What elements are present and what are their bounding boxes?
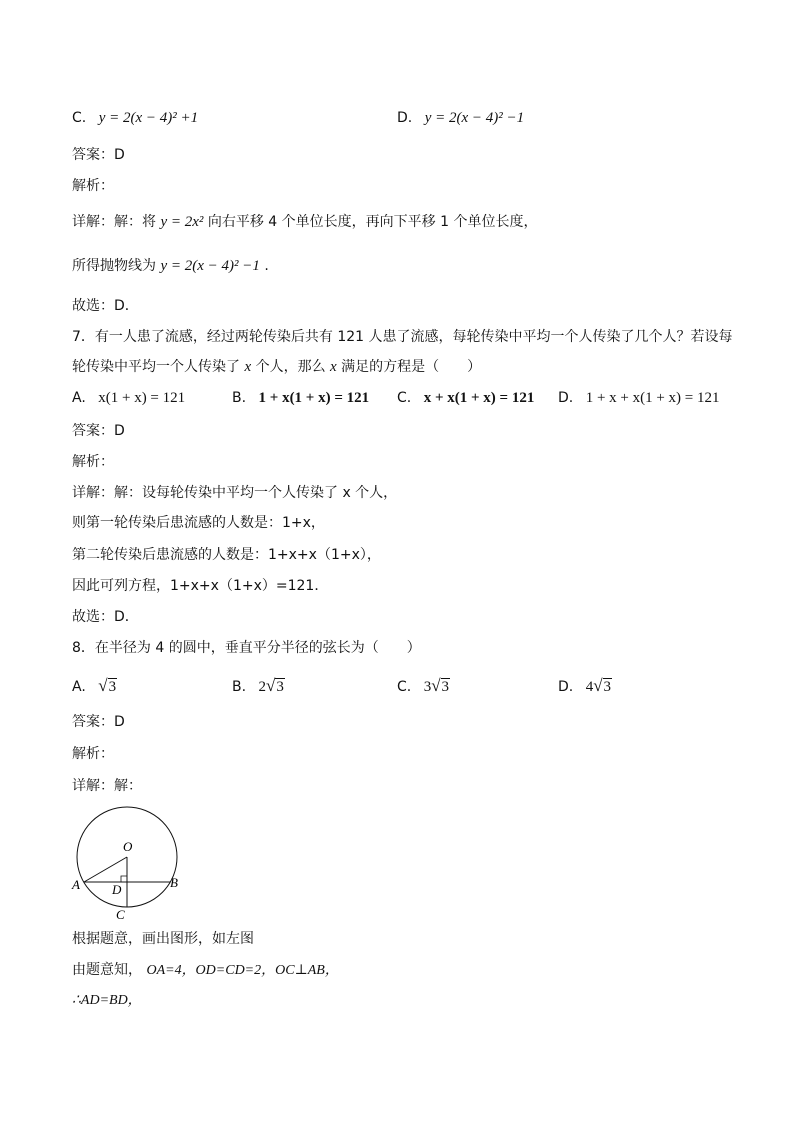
q6-result-suffix: . [264, 258, 269, 274]
q7-choice: 故选：D． [72, 609, 139, 625]
q7-option-a-label: A. [72, 390, 86, 406]
sqrt-icon: √ [593, 676, 603, 695]
q7-option-a-formula: x(1 + x) = 121 [98, 390, 186, 406]
q7-option-b [232, 388, 369, 408]
q7-stem-line2-a: 轮传染中平均一个人传染了 [72, 359, 240, 375]
sqrt-icon: √ [431, 676, 441, 695]
segment-oa [84, 857, 127, 882]
q8-after-2-math: OA=4，OD=CD=2，OC⊥AB， [146, 963, 339, 978]
q8-option-d-value [585, 676, 612, 695]
q6-result-math: y = 2(x − 4)² −1 [160, 258, 260, 274]
q8-option-a-label: A. [72, 679, 86, 695]
q8-detail: 详解：解： [72, 778, 142, 794]
q8-option-d-label: D. [558, 679, 574, 695]
q7-stem-line2-c: 满足的方程是（ ） [341, 359, 482, 375]
q8-circle-figure [70, 805, 186, 925]
q8-option-d-coef: 4 [585, 679, 594, 695]
q8-option-b-coef: 2 [258, 679, 267, 695]
label-c: C [116, 907, 125, 922]
label-d: D [112, 882, 122, 897]
q6-result-prefix: 所得抛物线为 [72, 258, 156, 274]
q6-answer: 答案：D [72, 147, 125, 163]
q8-option-a-radicand: 3 [108, 679, 117, 695]
q8-option-c-label: C. [397, 679, 412, 695]
q7-analysis: 解析： [72, 454, 114, 470]
q8-after-1: 根据题意，画出图形，如左图 [72, 931, 254, 947]
q6-detail-math: y = 2x² [160, 214, 204, 230]
q7-stem-line2-b: 个人，那么 [255, 359, 326, 375]
q8-answer: 答案：D [72, 714, 125, 730]
q8-after-3: ∴AD=BD， [72, 993, 142, 1008]
q7-detail-3: 第二轮传染后患流感的人数是：1+x+x（1+x）， [72, 547, 381, 563]
q8-after-2 [72, 960, 339, 981]
label-o: O [123, 839, 133, 854]
right-angle-mark [121, 876, 127, 882]
q8-option-d [558, 676, 612, 697]
q7-detail-2: 则第一轮传染后患流感的人数是：1+x， [72, 515, 325, 531]
label-b: B [170, 875, 178, 890]
q8-stem: 8．在半径为 4 的圆中，垂直平分半径的弦长为（ ） [72, 640, 421, 656]
q7-option-c [397, 388, 534, 408]
q8-option-c [397, 676, 450, 697]
q8-option-d-radicand: 3 [603, 679, 612, 695]
q7-stem-line2 [72, 357, 481, 377]
q7-option-d-label: D. [558, 390, 574, 406]
q8-analysis: 解析： [72, 746, 114, 762]
q7-option-b-formula: 1 + x(1 + x) = 121 [258, 390, 370, 406]
sqrt-icon: √ [98, 676, 108, 695]
q7-option-a [72, 388, 185, 408]
q7-option-c-formula: x + x(1 + x) = 121 [423, 390, 535, 406]
q6-option-d [397, 108, 524, 128]
q8-option-b-label: B. [232, 679, 247, 695]
q7-answer: 答案：D [72, 423, 125, 439]
q7-option-c-label: C. [397, 390, 412, 406]
q8-option-c-value [423, 676, 450, 695]
q6-detail-suffix: 向右平移 4 个单位长度，再向下平移 1 个单位长度， [207, 214, 538, 230]
q8-option-c-coef: 3 [423, 679, 432, 695]
q8-option-b-value [258, 676, 285, 695]
q6-detail [72, 212, 537, 232]
q6-option-c-label: C. [72, 110, 87, 126]
q7-option-d [558, 388, 720, 408]
q6-option-d-label: D. [397, 110, 413, 126]
q6-result [72, 256, 269, 276]
label-a: A [72, 877, 80, 892]
q6-option-c-formula: y = 2(x − 4)² +1 [98, 110, 199, 126]
q6-analysis: 解析： [72, 178, 114, 194]
q6-option-d-formula: y = 2(x − 4)² −1 [424, 110, 525, 126]
q7-stem-line1: 7．有一人患了流感，经过两轮传染后共有 121 人患了流感，每轮传染中平均一个人传染了几个人？若设每 [72, 329, 733, 345]
q8-option-b [232, 676, 285, 697]
q7-detail-1: 详解：解：设每轮传染中平均一个人传染了 x 个人， [72, 485, 398, 501]
q7-option-b-label: B. [232, 390, 247, 406]
q6-choice: 故选：D． [72, 298, 139, 314]
q8-option-c-radicand: 3 [441, 679, 450, 695]
q7-stem-var2: x [330, 359, 337, 375]
q8-option-a-value [98, 676, 117, 695]
q8-option-a [72, 676, 117, 697]
q7-detail-4: 因此可列方程，1+x+x（1+x）=121． [72, 578, 329, 594]
q6-option-c [72, 108, 198, 128]
q7-stem-var1: x [244, 359, 252, 375]
q6-detail-prefix: 详解：解：将 [72, 214, 156, 230]
q7-option-d-formula: 1 + x + x(1 + x) = 121 [585, 390, 720, 406]
q8-after-2-prefix: 由题意知， [72, 962, 142, 978]
sqrt-icon: √ [266, 676, 276, 695]
q8-option-b-radicand: 3 [276, 679, 284, 695]
